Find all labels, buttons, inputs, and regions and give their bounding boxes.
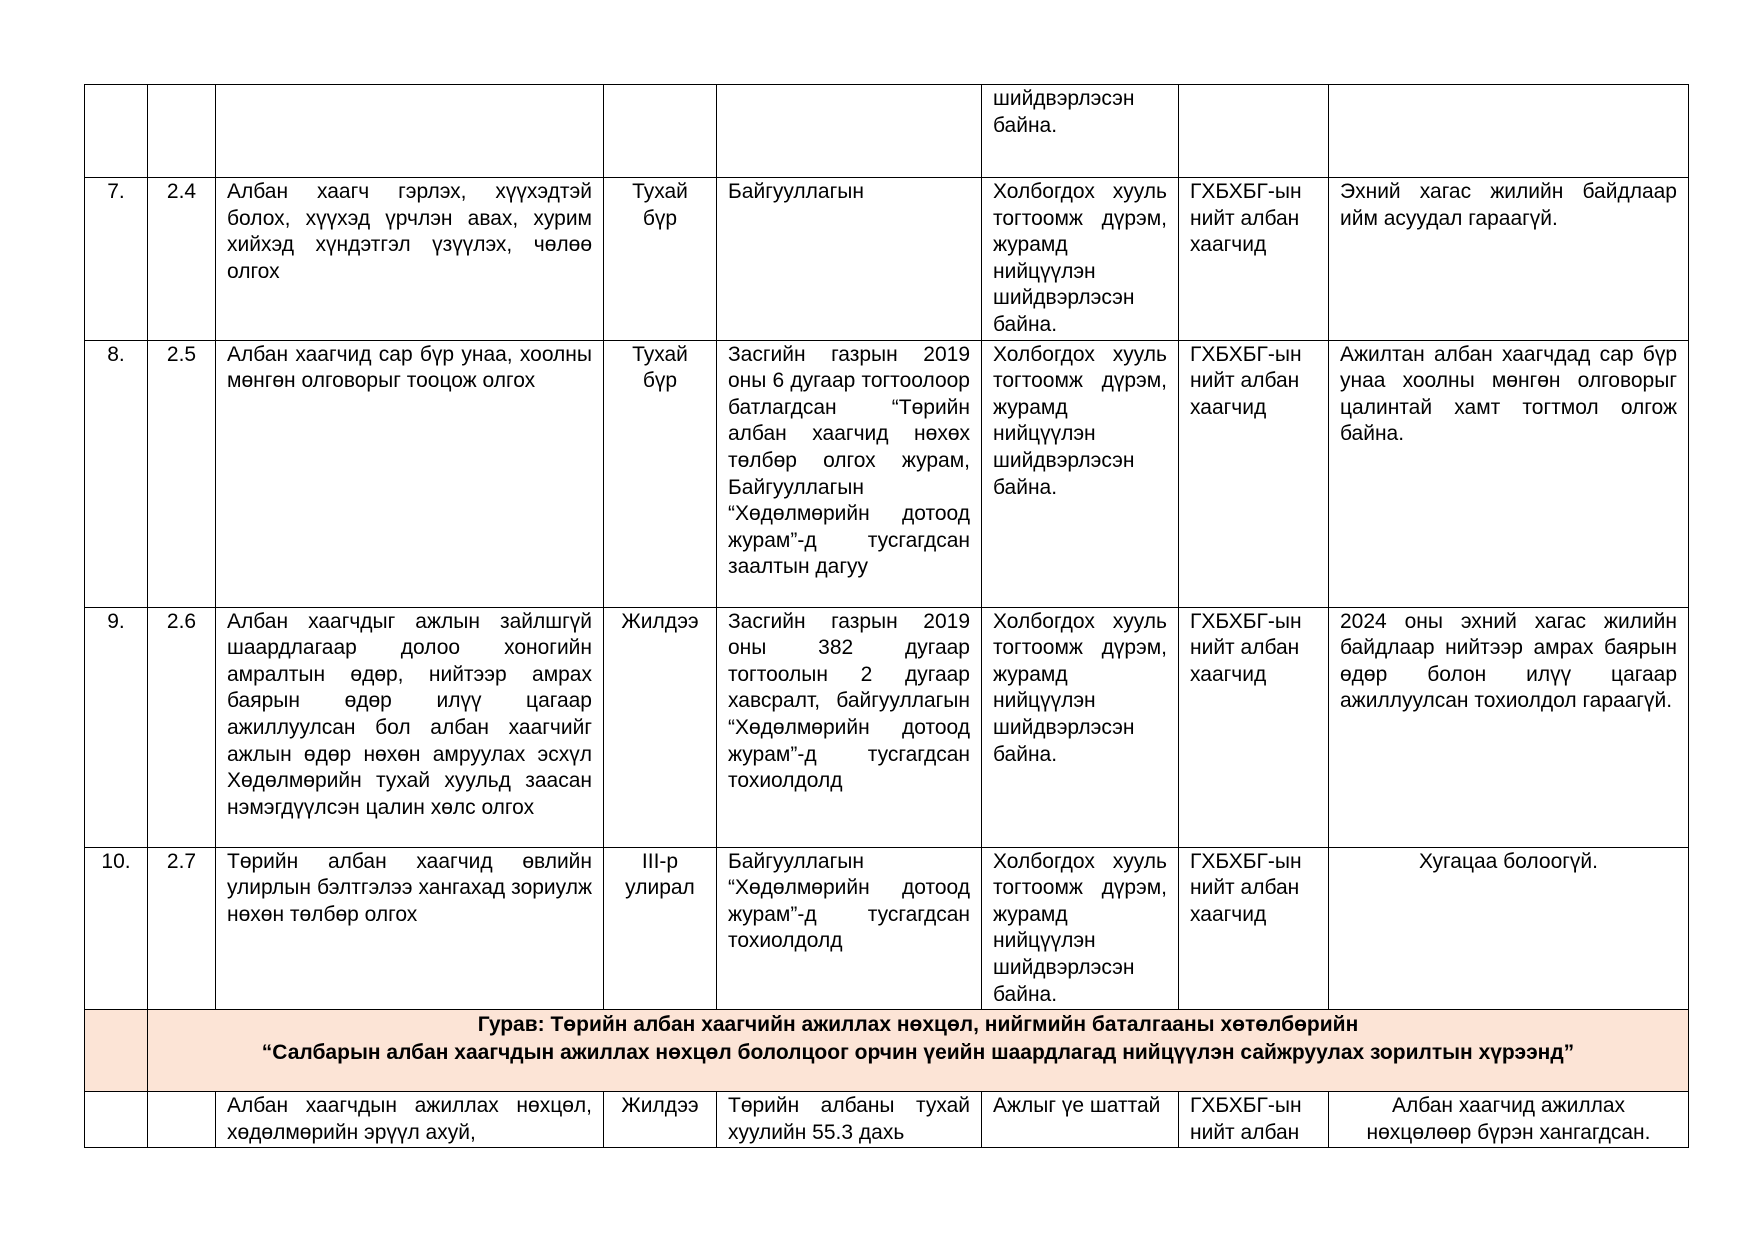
row-basis xyxy=(717,85,982,178)
row-code xyxy=(148,1092,216,1148)
row-basis: Байгууллагын xyxy=(717,178,982,341)
row-status xyxy=(1329,85,1689,178)
row-code: 2.4 xyxy=(148,178,216,341)
row-number: 7. xyxy=(85,178,148,341)
row-period: Тухай бүр xyxy=(604,340,717,607)
row-code: 2.5 xyxy=(148,340,216,607)
row-activity: Албан хаагчид сар бүр унаа, хоолны мөнгөн олговорыг тооцож олгох xyxy=(216,340,604,607)
row-activity: Албан хаагчдын ажиллах нөхцөл, хөдөлмөрийн эрүүл ахуй, xyxy=(216,1092,604,1148)
row-code xyxy=(148,85,216,178)
row-result: шийдвэрлэсэн байна. xyxy=(982,85,1179,178)
row-period xyxy=(604,85,717,178)
table-row xyxy=(85,178,1689,341)
row-code: 2.7 xyxy=(148,847,216,1010)
row-number xyxy=(85,85,148,178)
row-result: Холбогдох хууль тогтоомж дүрэм, журамд нийцүүлэн шийдвэрлэсэн байна. xyxy=(982,607,1179,847)
table-row xyxy=(85,847,1689,1010)
row-status: 2024 оны эхний хагас жилийн байдлаар нийтээр амрах баярын өдөр болон илүү цагаар ажиллуулсан тохиолдол гараагүй. xyxy=(1329,607,1689,847)
row-number: 10. xyxy=(85,847,148,1010)
section-title-line1: Гурав: Төрийн албан хаагчийн ажиллах нөхцөл, нийгмийн баталгааны хөтөлбөрийн xyxy=(477,1013,1359,1037)
row-period: III-р улирал xyxy=(604,847,717,1010)
row-basis: Төрийн албаны тухай хуулийн 55.3 дахь xyxy=(717,1092,982,1148)
section-blank-cell xyxy=(85,1010,148,1092)
plan-table xyxy=(84,84,1689,1148)
row-result: Ажлыг үе шаттай xyxy=(982,1092,1179,1148)
row-code: 2.6 xyxy=(148,607,216,847)
row-responsible: ГХБХБГ-ын нийт албан хаагчид xyxy=(1179,607,1329,847)
row-responsible xyxy=(1179,85,1329,178)
row-status: Эхний хагас жилийн байдлаар ийм асуудал гараагүй. xyxy=(1329,178,1689,341)
table-row xyxy=(85,1092,1689,1148)
row-activity: Төрийн албан хаагчид өвлийн улирлын бэлтгэлээ хангахад зориулж нөхөн төлбөр олгох xyxy=(216,847,604,1010)
row-number xyxy=(85,1092,148,1148)
row-period: Жилдээ xyxy=(604,1092,717,1148)
row-result: Холбогдох хууль тогтоомж дүрэм, журамд нийцүүлэн шийдвэрлэсэн байна. xyxy=(982,178,1179,341)
row-basis: Байгууллагын “Хөдөлмөрийн дотоод журам”-д тусгагдсан тохиолдолд xyxy=(717,847,982,1010)
row-result: Холбогдох хууль тогтоомж дүрэм, журамд нийцүүлэн шийдвэрлэсэн байна. xyxy=(982,847,1179,1010)
row-number: 8. xyxy=(85,340,148,607)
row-responsible: ГХБХБГ-ын нийт албан хаагчид xyxy=(1179,340,1329,607)
section-header-row xyxy=(85,1010,1689,1092)
row-activity: Албан хаагч гэрлэх, хүүхэдтэй болох, хүүхэд үрчлэн авах, хурим хийхэд хүндэтгэл үзүүлэх, чөлөө олгох xyxy=(216,178,604,341)
section-title-line2: “Салбарын албан хаагчдын ажиллах нөхцөл бололцоог орчин үеийн шаардлагад нийцүүлэн сайжруулах зорилтын хүрээнд” xyxy=(261,1041,1575,1065)
row-basis: Засгийн газрын 2019 оны 6 дугаар тогтоолоор батлагдсан “Төрийн албан хаагчид нөхөх төлбөр олгох журам, Байгууллагын “Хөдөлмөрийн дотоод журам”-д тусгагдсан заалтын дагуу xyxy=(717,340,982,607)
row-activity xyxy=(216,85,604,178)
table-row xyxy=(85,607,1689,847)
row-period: Тухай бүр xyxy=(604,178,717,341)
row-status: Албан хаагчид ажиллах нөхцөлөөр бүрэн хангагдсан. xyxy=(1329,1092,1689,1148)
row-result: Холбогдох хууль тогтоомж дүрэм, журамд нийцүүлэн шийдвэрлэсэн байна. xyxy=(982,340,1179,607)
row-number: 9. xyxy=(85,607,148,847)
table-row xyxy=(85,85,1689,178)
section-title xyxy=(148,1010,1689,1092)
row-status: Ажилтан албан хаагчдад сар бүр унаа хоолны мөнгөн олговорыг цалинтай хамт тогтмол олгож байна. xyxy=(1329,340,1689,607)
row-basis: Засгийн газрын 2019 оны 382 дугаар тогтоолын 2 дугаар хавсралт, байгууллагын “Хөдөлмөрийн дотоод журам”-д тусгагдсан тохиолдолд xyxy=(717,607,982,847)
row-responsible: ГХБХБГ-ын нийт албан xyxy=(1179,1092,1329,1148)
table-row xyxy=(85,340,1689,607)
row-activity: Албан хаагчдыг ажлын зайлшгүй шаардлагаар долоо хоногийн амралтын өдөр, нийтээр амрах баярын өдөр илүү цагаар ажиллуулсан бол албан хаагчийг ажлын өдөр нөхөн амруулах эсхүл Хөдөлмөрийн тухай хуульд заасан нэмэгдүүлсэн цалин хөлс олгох xyxy=(216,607,604,847)
row-responsible: ГХБХБГ-ын нийт албан хаагчид xyxy=(1179,178,1329,341)
row-period: Жилдээ xyxy=(604,607,717,847)
row-status: Хугацаа болоогүй. xyxy=(1329,847,1689,1010)
row-responsible: ГХБХБГ-ын нийт албан хаагчид xyxy=(1179,847,1329,1010)
